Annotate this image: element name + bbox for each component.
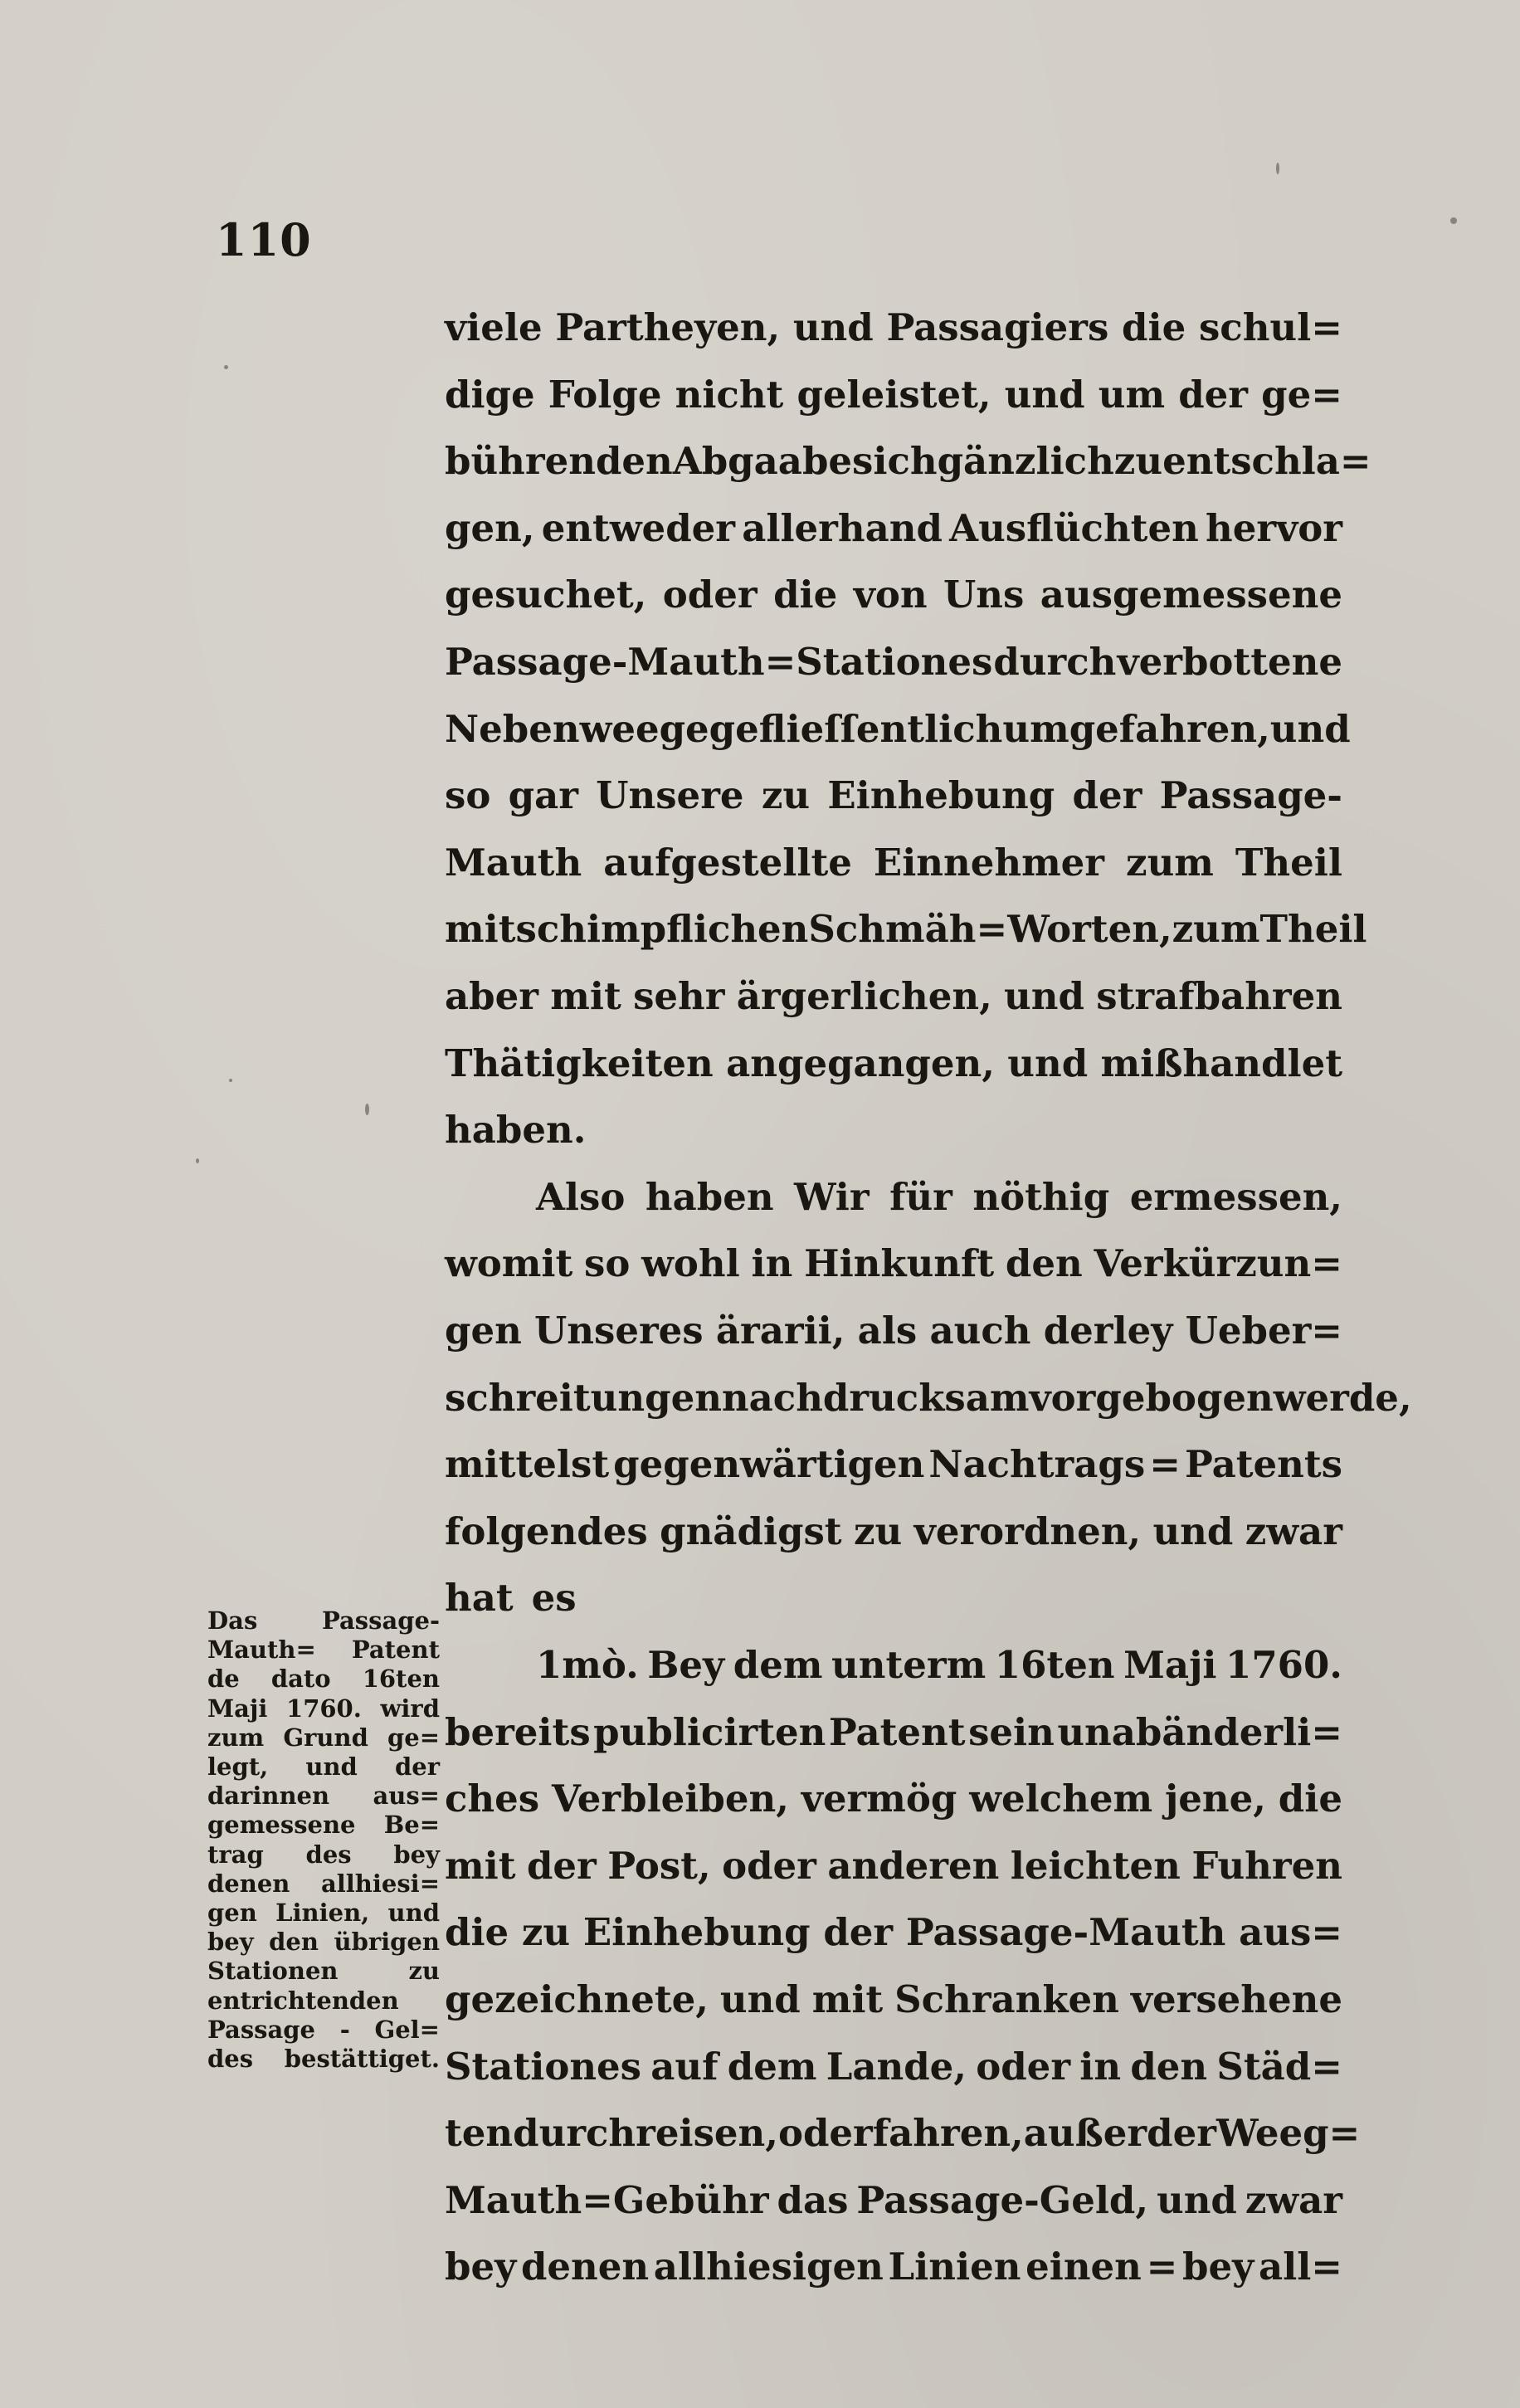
body-word: gen (445, 1309, 522, 1353)
body-word: in (1079, 2045, 1122, 2089)
body-word: Wir (794, 1175, 870, 1219)
body-line (445, 1376, 1412, 1420)
margin-note-word: - (339, 2016, 350, 2044)
body-line (445, 2180, 1342, 2221)
body-line (445, 2046, 1342, 2088)
body-word: Post, (607, 1844, 711, 1888)
margin-note-line (207, 1812, 440, 1837)
margin-note-word: des (305, 1840, 352, 1869)
body-word: Einhebung (827, 773, 1055, 817)
body-word: dige (445, 373, 535, 417)
margin-note-word: entrichtenden (207, 1986, 399, 2015)
body-word: versehene (1130, 1977, 1342, 2021)
body-word: oder (722, 1844, 816, 1888)
body-word: bührenden (445, 439, 673, 483)
body-word: der (526, 1844, 597, 1888)
body-word: Schmäh=Worten, (808, 907, 1172, 951)
margin-note-word: Grund (283, 1723, 368, 1752)
body-word: = (1146, 2245, 1178, 2289)
body-word: durchreisen, (513, 2111, 778, 2155)
margin-note-word: bestättiget. (284, 2045, 440, 2073)
body-word: Stationes (445, 2045, 642, 2089)
body-word: schul= (1198, 305, 1342, 349)
body-word: gänzlich (937, 439, 1114, 483)
margin-note-word: bey (207, 1928, 254, 1956)
body-word: mit (445, 1844, 516, 1888)
body-line (445, 439, 1371, 483)
body-word: leichten (1010, 1844, 1181, 1888)
body-word: allhiesigen (653, 2245, 884, 2289)
body-word: mittelst (445, 1442, 610, 1486)
body-word: oder (976, 2045, 1071, 2089)
margin-note-word: allhiesi= (320, 1869, 440, 1898)
body-word: Lande, (826, 2045, 967, 2089)
body-word: zwar (1245, 2178, 1342, 2222)
body-word: gnädigst (660, 1509, 842, 1553)
margin-note-line (207, 1696, 440, 1721)
margin-note-word: Mauth= (207, 1635, 316, 1664)
margin-note-word: Linien, (275, 1899, 370, 1927)
margin-note-word: 1760. (286, 1694, 362, 1723)
body-word: strafbahren (1096, 974, 1342, 1018)
paper-speck (224, 365, 228, 369)
margin-note-word: darinnen (207, 1782, 330, 1810)
margin-note-line (207, 1754, 440, 1779)
margin-note-line (207, 2046, 440, 2071)
body-word: Bey (647, 1643, 725, 1687)
body-word: mißhandlet (1100, 1041, 1342, 1085)
body-line (445, 1177, 1342, 1218)
body-line (445, 1979, 1342, 2020)
margin-note-word: wird (380, 1694, 440, 1723)
body-word: schimpflichen (515, 907, 809, 951)
body-word: mit (811, 1977, 884, 2021)
body-word: um (1098, 373, 1166, 417)
body-word: Städ= (1216, 2045, 1342, 2089)
body-word: zwar (1245, 1509, 1342, 1553)
body-word: denen (520, 2245, 650, 2289)
body-word: Theil (1235, 841, 1342, 885)
margin-note-word: Maji (207, 1694, 268, 1723)
paper-speck (1450, 217, 1457, 224)
margin-note-line (207, 1988, 440, 2013)
page-number: 110 (216, 213, 312, 266)
body-word: die (445, 1910, 509, 1954)
margin-note-word: Passage- (321, 1606, 440, 1635)
body-word: Maji (1123, 1643, 1217, 1687)
body-word: es (531, 1576, 577, 1620)
margin-note-word: trag (207, 1840, 264, 1869)
body-word: Partheyen, (555, 305, 781, 349)
margin-note-line (207, 1637, 440, 1662)
body-word: Thätigkeiten (445, 1041, 714, 1085)
body-word: und (1269, 707, 1351, 751)
margin-note-word: Patent (351, 1635, 440, 1664)
body-word: ärarii, (715, 1309, 845, 1353)
paper-speck (196, 1158, 199, 1163)
body-word: sehr (633, 974, 725, 1018)
body-word: die (1122, 305, 1186, 349)
body-word: umgefahren, (1002, 707, 1270, 751)
body-word: Folge (548, 373, 662, 417)
body-word: derley (1043, 1309, 1173, 1353)
body-word: gegenwärtigen (613, 1442, 925, 1486)
body-word: von (853, 573, 928, 617)
body-word: den (1005, 1241, 1083, 1285)
body-word: Abgaabe (672, 439, 853, 483)
body-word: haben. (445, 1108, 587, 1152)
body-word: Passage-Geld, (856, 2178, 1149, 2222)
margin-note-word: der (394, 1752, 440, 1781)
body-line (445, 641, 1342, 683)
body-word: Passage-Mauth=Stationes (445, 640, 993, 684)
body-word: Verbleiben, (551, 1777, 789, 1821)
body-word: bey (1182, 2245, 1254, 2289)
margin-note-word: de (207, 1665, 240, 1693)
body-word: sein (968, 1710, 1055, 1754)
body-word: Patents (1184, 1442, 1342, 1486)
body-word: ches (445, 1777, 540, 1821)
body-word: Ueber= (1185, 1309, 1342, 1353)
body-line (445, 1912, 1342, 1953)
body-word: als (857, 1309, 918, 1353)
body-word: vorgebogen (1029, 1376, 1274, 1420)
body-word: schreitungen (445, 1376, 722, 1420)
body-line (445, 1310, 1342, 1352)
body-word: durch (993, 640, 1117, 684)
margin-note-word: gemessene (207, 1811, 356, 1839)
body-word: das (777, 2178, 849, 2222)
margin-note-word: zu (408, 1957, 440, 1985)
body-word: ermessen, (1129, 1175, 1342, 1219)
body-word: Mauth=Gebühr (445, 2178, 769, 2222)
paper-speck (1276, 163, 1279, 174)
body-word: sich (852, 439, 938, 483)
body-word: gezeichnete, (445, 1977, 709, 2021)
body-word: jene, (1164, 1777, 1266, 1821)
margin-note-line (207, 1666, 440, 1691)
margin-note-line (207, 1608, 440, 1633)
margin-note-line (207, 1958, 440, 1983)
margin-note-word: Das (207, 1606, 258, 1635)
body-word: Patent (828, 1710, 966, 1754)
body-word: Ausflüchten (949, 506, 1199, 550)
body-word: aus= (1239, 1910, 1342, 1954)
body-word: ge= (1261, 373, 1342, 417)
body-word: zum (1172, 907, 1260, 951)
body-word: so (584, 1241, 631, 1285)
body-word: geflieſſentlich (709, 707, 1003, 751)
body-word: entschla= (1162, 439, 1371, 483)
body-word: Theil (1259, 907, 1367, 951)
body-word: 1760. (1225, 1643, 1342, 1687)
body-word: der (1178, 373, 1249, 417)
body-word: der (823, 1910, 894, 1954)
body-word: viele (445, 305, 543, 349)
body-word: ten (445, 2111, 514, 2155)
margin-note-word: legt, (207, 1752, 269, 1781)
body-word: hervor (1206, 506, 1342, 550)
body-line (445, 1645, 1342, 1686)
margin-note-word: und (387, 1899, 440, 1927)
body-word: Weeg= (1216, 2111, 1361, 2155)
margin-note-word: zum (207, 1723, 265, 1752)
body-word: oder (662, 573, 758, 617)
body-word: ausgemessene (1040, 573, 1342, 617)
body-word: außer (1023, 2111, 1147, 2155)
body-word: gesuchet, (445, 573, 647, 617)
body-word: Nebenweege (445, 707, 709, 751)
margin-note-line (207, 1725, 440, 1750)
body-line (445, 1444, 1342, 1485)
body-word: Unsere (596, 773, 744, 817)
margin-note-word: denen (207, 1869, 290, 1898)
margin-note-word: aus= (373, 1782, 440, 1810)
margin-note-word: Stationen (207, 1957, 339, 1985)
body-word: zu (521, 1910, 571, 1954)
body-line (445, 1511, 1342, 1553)
margin-note-word: ge= (387, 1723, 440, 1752)
body-word: bereits (445, 1710, 591, 1754)
body-line (445, 842, 1342, 884)
body-word: gen, (445, 506, 535, 550)
body-word: Fuhren (1191, 1844, 1342, 1888)
body-word: zu (1113, 439, 1163, 483)
body-word: all= (1258, 2245, 1342, 2289)
body-word: nicht (675, 373, 784, 417)
body-word: folgendes (445, 1509, 648, 1553)
body-word: und (1152, 1509, 1234, 1553)
body-word: Nachtrags (928, 1442, 1146, 1486)
body-word: der (1072, 773, 1142, 817)
body-line (445, 307, 1342, 349)
body-word: unabänderli= (1057, 1710, 1342, 1754)
body-word: publicirten (593, 1710, 826, 1754)
body-word: hat (445, 1576, 514, 1620)
body-word: dem (727, 2045, 817, 2089)
body-word: Uns (943, 573, 1025, 617)
margin-note-line (207, 1929, 440, 1954)
body-word: Einhebung (582, 1910, 811, 1954)
body-word: entweder (541, 506, 735, 550)
body-word: 1mò. (536, 1643, 639, 1687)
body-word: Passagiers (886, 305, 1109, 349)
margin-note-word: bey (393, 1840, 440, 1869)
body-word: fahren, (872, 2111, 1024, 2155)
paper-speck (229, 1079, 232, 1082)
body-word: anderen (827, 1844, 1000, 1888)
body-line (445, 775, 1342, 816)
body-word: Passage-Mauth (905, 1910, 1226, 1954)
body-word: und (1157, 2178, 1237, 2222)
margin-note-line (207, 1842, 440, 1867)
body-word: einen (1026, 2245, 1142, 2289)
margin-note-line (207, 1900, 440, 1925)
margin-note-word: dato (270, 1665, 331, 1693)
body-line (445, 1243, 1342, 1284)
body-line (445, 1845, 1342, 1887)
body-word: und (719, 1977, 801, 2021)
body-line (445, 1712, 1342, 1753)
body-word: gar (508, 773, 578, 817)
body-word: vermög (801, 1777, 957, 1821)
body-word: welchem (969, 1777, 1153, 1821)
body-word: oder (777, 2111, 873, 2155)
body-word: und (1004, 974, 1084, 1018)
body-word: Schranken (894, 1977, 1119, 2021)
body-word: und (1004, 373, 1085, 417)
margin-note-word: und (305, 1752, 358, 1781)
body-word: aufgestellte (603, 841, 852, 885)
body-word: nöthig (972, 1175, 1110, 1219)
body-word: Hinkunft (804, 1241, 995, 1285)
body-line (445, 1778, 1342, 1820)
margin-note-word: 16ten (362, 1665, 440, 1693)
body-line (445, 907, 1367, 951)
body-word: in (751, 1241, 793, 1285)
body-word: die (773, 573, 838, 617)
body-word: so (445, 773, 491, 817)
body-word: ärgerlichen, (736, 974, 992, 1018)
body-word: zu (854, 1509, 903, 1553)
margin-note-word: Passage (207, 2016, 315, 2044)
body-line (445, 1109, 1342, 1151)
body-line (445, 976, 1342, 1017)
body-word: unterm (831, 1643, 987, 1687)
body-word: womit (445, 1241, 573, 1285)
body-word: bey (445, 2245, 517, 2289)
body-word: den (1130, 2045, 1208, 2089)
body-word: und (792, 305, 874, 349)
body-line (445, 1043, 1342, 1085)
margin-note-line (207, 1783, 440, 1808)
body-line (445, 2111, 1361, 2155)
body-word: verbottene (1117, 640, 1342, 684)
body-word: mit (445, 907, 516, 951)
body-line (445, 707, 1351, 751)
body-word: haben (645, 1175, 774, 1219)
body-word: auch (929, 1309, 1031, 1353)
body-word: verordnen, (913, 1509, 1142, 1553)
body-word: = (1149, 1442, 1181, 1486)
body-word: Einnehmer (873, 841, 1105, 885)
margin-note-word: Be= (383, 1811, 440, 1839)
body-line (445, 1577, 1342, 1619)
body-word: nachdrucksam (721, 1376, 1030, 1420)
body-word: der (1147, 2111, 1216, 2155)
body-word: allerhand (742, 506, 943, 550)
body-word: zum (1126, 841, 1214, 885)
paper-speck (365, 1104, 369, 1115)
body-word: Linien (888, 2245, 1021, 2289)
body-word: 16ten (994, 1643, 1115, 1687)
body-word: Passage- (1159, 773, 1342, 817)
body-word: geleistet, (797, 373, 991, 417)
margin-note-word: Gel= (374, 2016, 440, 2044)
margin-note-line (207, 1871, 440, 1896)
body-line (445, 508, 1342, 549)
margin-note-word: übrigen (334, 1928, 440, 1956)
body-word: für (889, 1175, 952, 1219)
body-word: Also (536, 1175, 626, 1219)
body-word: aber (445, 974, 538, 1018)
margin-note-line (207, 2017, 440, 2042)
body-word: mit (550, 974, 621, 1018)
body-word: und (1007, 1041, 1089, 1085)
body-word: auf (650, 2045, 719, 2089)
body-word: angegangen, (726, 1041, 995, 1085)
body-word: Mauth (445, 841, 582, 885)
margin-note-word: gen (207, 1899, 257, 1927)
body-word: die (1278, 1777, 1342, 1821)
body-word: zu (761, 773, 811, 817)
body-line (445, 374, 1342, 416)
body-word: Unseres (534, 1309, 704, 1353)
body-word: wohl (641, 1241, 740, 1285)
margin-note-word: den (269, 1928, 319, 1956)
body-line (445, 574, 1342, 616)
body-line (445, 2246, 1342, 2288)
margin-note-word: des (207, 2045, 254, 2073)
body-word: dem (733, 1643, 823, 1687)
body-word: Verkürzun= (1094, 1241, 1342, 1285)
body-word: werde, (1273, 1376, 1412, 1420)
